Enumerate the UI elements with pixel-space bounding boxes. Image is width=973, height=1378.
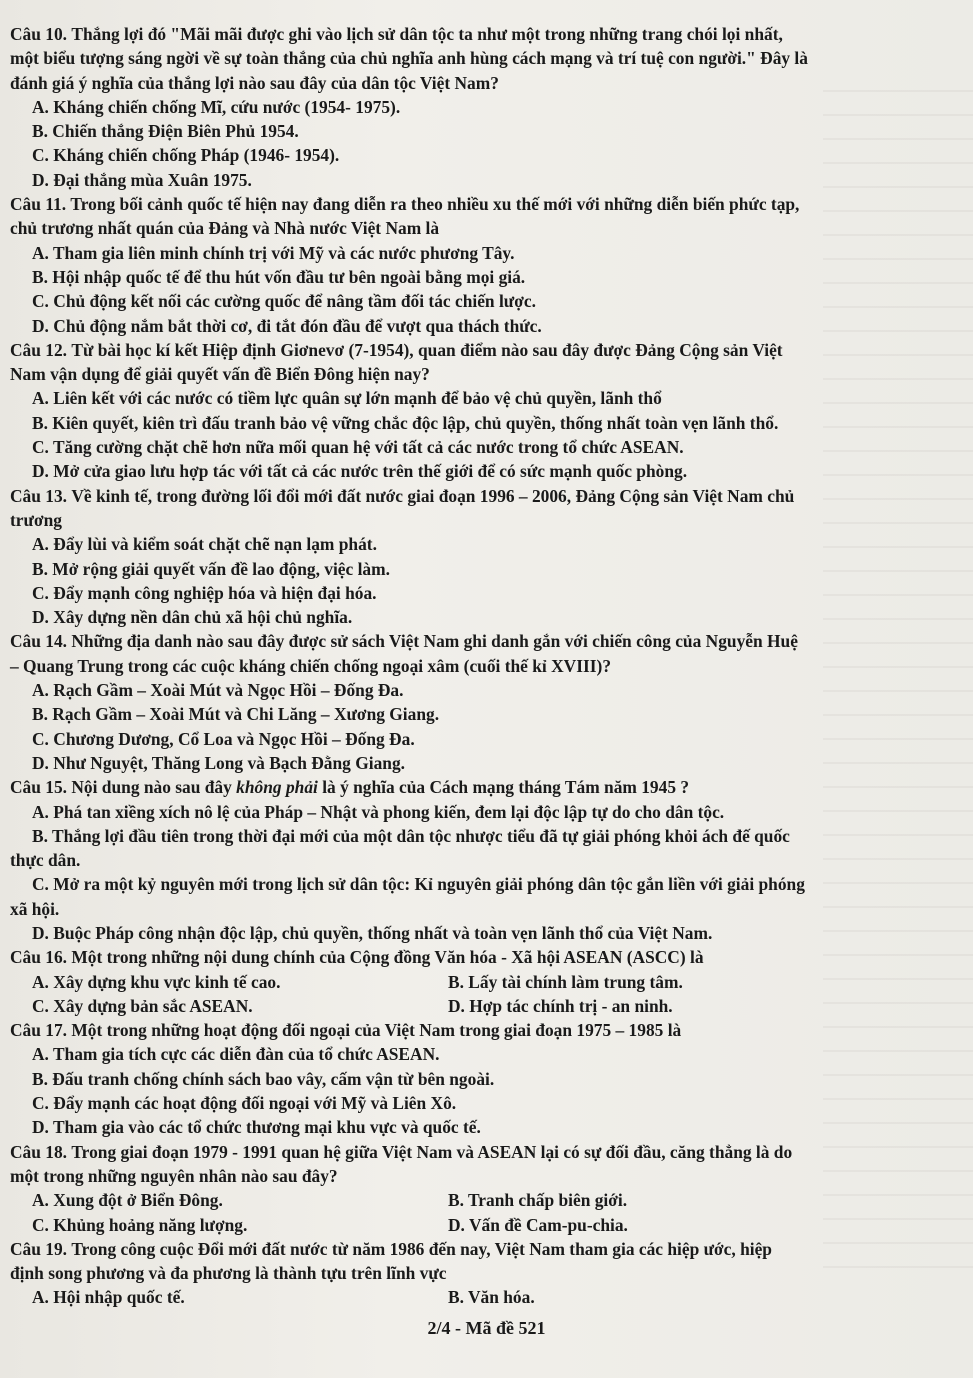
question-11 <box>10 192 953 338</box>
question-stem-line <box>10 362 953 386</box>
question-number: Câu 19. <box>10 1238 68 1259</box>
answer-option-row <box>10 1285 953 1309</box>
answer-option: B. Hội nhập quốc tế để thu hút vốn đầu tư bên ngoài bằng mọi giá. <box>32 266 526 287</box>
answer-option-row <box>10 994 953 1018</box>
answer-option: C. Chương Dương, Cổ Loa và Ngọc Hồi – Đống Đa. <box>32 728 415 749</box>
answer-option: C. Khủng hoảng năng lượng. <box>32 1214 248 1235</box>
question-stem-line <box>10 1164 953 1188</box>
answer-option-continuation: xã hội. <box>10 898 60 919</box>
question-number: Câu 13. <box>10 485 68 506</box>
answer-option: C. Xây dựng bản sắc ASEAN. <box>32 995 253 1016</box>
question-number: Câu 18. <box>10 1141 68 1162</box>
question-stem-text: Thắng lợi đó "Mãi mãi được ghi vào lịch sử dân tộc ta như một trong những trang chói lọi nhất, <box>71 24 783 44</box>
answer-option: C. Mở ra một kỷ nguyên mới trong lịch sử dân tộc: Kỉ nguyên giải phóng dân tộc gắn liền với giải phóng <box>32 874 805 895</box>
question-stem-line <box>10 192 953 216</box>
answer-option: C. Đẩy mạnh công nghiệp hóa và hiện đại hóa. <box>32 582 377 603</box>
question-stem-line <box>10 338 953 362</box>
question-stem-text: một trong những nguyên nhân nào sau đây? <box>10 1165 338 1186</box>
answer-option: B. Lấy tài chính làm trung tâm. <box>448 971 683 992</box>
answer-option: D. Xây dựng nền dân chủ xã hội chủ nghĩa. <box>32 607 353 628</box>
question-stem-text: Trong bối cảnh quốc tế hiện nay đang diễn ra theo nhiều xu thế mới với những diễn biến phức tạp, <box>70 194 800 215</box>
answer-option: A. Phá tan xiềng xích nô lệ của Pháp – Nhật và phong kiến, đem lại độc lập tự do cho dân tộc. <box>32 801 725 822</box>
answer-option: B. Kiên quyết, kiên trì đấu tranh bảo vệ vững chắc độc lập, chủ quyền, thống nhất toàn vẹn lãnh thổ. <box>32 412 779 433</box>
answer-option: D. Chủ động nắm bắt thời cơ, đi tắt đón đầu để vượt qua thách thức. <box>32 315 542 336</box>
answer-option: A. Xung đột ở Biển Đông. <box>32 1190 223 1211</box>
question-stem-text: là ý nghĩa của Cách mạng tháng Tám năm 1945 ? <box>317 777 690 798</box>
question-stem-line <box>10 508 953 532</box>
question-12 <box>10 338 953 484</box>
question-stem-line <box>10 1237 953 1261</box>
question-number: Câu 14. <box>10 631 68 652</box>
question-15 <box>10 775 953 945</box>
answer-option: C. Chủ động kết nối các cường quốc để nâng tầm đối tác chiến lược. <box>32 291 536 312</box>
answer-option: B. Thắng lợi đầu tiên trong thời đại mới của một dân tộc nhược tiểu đã tự giải phóng khỏi ách đế quốc <box>32 825 790 846</box>
question-18 <box>10 1140 953 1237</box>
answer-option: B. Đấu tranh chống chính sách bao vây, cấm vận từ bên ngoài. <box>32 1068 495 1089</box>
answer-option: A. Đẩy lùi và kiểm soát chặt chẽ nạn lạm phát. <box>32 534 377 555</box>
question-stem-text: Nội dung nào sau đây <box>71 777 237 798</box>
question-17 <box>10 1018 953 1139</box>
answer-option: D. Tham gia vào các tổ chức thương mại khu vực và quốc tế. <box>32 1117 481 1138</box>
question-stem-line <box>10 1140 953 1164</box>
answer-option: A. Tham gia liên minh chính trị với Mỹ và các nước phương Tây. <box>32 242 515 263</box>
question-number: Câu 15. <box>10 777 68 798</box>
question-stem-line <box>10 775 953 799</box>
question-stem-text: Trong giai đoạn 1979 - 1991 quan hệ giữa Việt Nam và ASEAN lại có sự đối đầu, căng thẳng là do <box>71 1141 793 1162</box>
question-stem-line <box>10 216 953 240</box>
answer-option-row <box>10 1188 953 1212</box>
answer-option-row <box>10 970 953 994</box>
question-stem-line <box>10 46 953 70</box>
answer-option: A. Xây dựng khu vực kinh tế cao. <box>32 971 281 992</box>
question-stem-text: Từ bài học kí kết Hiệp định Giơnevơ (7-1954), quan điểm nào sau đây được Đảng Cộng sản Việt <box>71 339 783 360</box>
answer-option: C. Tăng cường chặt chẽ hơn nữa mối quan hệ với tất cả các nước trong tổ chức ASEAN. <box>32 437 684 458</box>
question-number: Câu 16. <box>10 947 68 968</box>
answer-option-continuation: thực dân. <box>10 850 81 871</box>
answer-option: D. Vấn đề Cam-pu-chia. <box>448 1214 628 1235</box>
question-stem-text: đánh giá ý nghĩa của thắng lợi nào sau đây của dân tộc Việt Nam? <box>10 72 499 93</box>
question-stem-text: Một trong những hoạt động đối ngoại của Việt Nam trong giai đoạn 1975 – 1985 là <box>71 1020 682 1041</box>
question-stem-line <box>10 484 953 508</box>
answer-option: D. Mở cửa giao lưu hợp tác với tất cả các nước trên thế giới để có sức mạnh quốc phòng. <box>32 461 688 482</box>
question-stem-text: – Quang Trung trong các cuộc kháng chiến chống ngoại xâm (cuối thế kỉ XVIII)? <box>10 655 612 676</box>
question-stem-line <box>10 945 953 969</box>
answer-option: B. Chiến thắng Điện Biên Phủ 1954. <box>32 121 299 142</box>
question-stem-text: Những địa danh nào sau đây được sử sách Việt Nam ghi danh gắn với chiến công của Nguyễn Huệ <box>71 631 798 652</box>
question-16 <box>10 945 953 1018</box>
answer-option: C. Đẩy mạnh các hoạt động đối ngoại với Mỹ và Liên Xô. <box>32 1093 457 1114</box>
question-number: Câu 17. <box>10 1020 68 1041</box>
answer-option: D. Buộc Pháp công nhận độc lập, chủ quyền, thống nhất và toàn vẹn lãnh thổ của Việt Nam. <box>32 922 713 943</box>
question-stem-line <box>10 71 953 95</box>
question-19 <box>10 1237 953 1310</box>
question-stem-text: chủ trương nhất quán của Đảng và Nhà nước Việt Nam là <box>10 218 440 239</box>
answer-option: A. Rạch Gầm – Xoài Mút và Ngọc Hồi – Đống Đa. <box>32 680 404 701</box>
question-number: Câu 12. <box>10 339 68 360</box>
question-number: Câu 10. <box>10 24 68 44</box>
answer-option: D. Hợp tác chính trị - an ninh. <box>448 995 673 1016</box>
question-stem-line <box>10 22 953 46</box>
answer-option: D. Như Nguyệt, Thăng Long và Bạch Đằng Giang. <box>32 752 405 773</box>
answer-option: B. Mở rộng giải quyết vấn đề lao động, việc làm. <box>32 558 390 579</box>
question-14 <box>10 629 953 775</box>
answer-option: A. Kháng chiến chống Mĩ, cứu nước (1954- 1975). <box>32 96 401 117</box>
answer-option: B. Rạch Gầm – Xoài Mút và Chi Lăng – Xương Giang. <box>32 704 440 725</box>
question-stem-text: Trong công cuộc Đổi mới đất nước từ năm 1986 đến nay, Việt Nam tham gia các hiệp ước, hiệp <box>71 1238 772 1259</box>
question-stem-text: trương <box>10 509 62 530</box>
question-stem-line <box>10 629 953 653</box>
question-stem-text: Một trong những nội dung chính của Cộng đồng Văn hóa - Xã hội ASEAN (ASCC) là <box>71 947 704 968</box>
question-number: Câu 11. <box>10 194 67 215</box>
answer-option: A. Liên kết với các nước có tiềm lực quân sự lớn mạnh để bảo vệ chủ quyền, lãnh thổ <box>32 388 662 409</box>
question-stem-emphasis: không phải <box>236 777 318 798</box>
question-10 <box>10 22 953 192</box>
question-stem-text: một biểu tượng sáng ngời về sự toàn thắng của chủ nghĩa anh hùng cách mạng và trí tuệ con người." Đây là <box>10 48 808 69</box>
question-stem-text: Nam vận dụng để giải quyết vấn đề Biển Đông hiện nay? <box>10 364 430 385</box>
answer-option: D. Đại thắng mùa Xuân 1975. <box>32 169 252 190</box>
answer-option: A. Tham gia tích cực các diễn đàn của tổ chức ASEAN. <box>32 1044 440 1065</box>
question-stem-line <box>10 1018 953 1042</box>
question-stem-text: định song phương và đa phương là thành tựu trên lĩnh vực <box>10 1263 447 1284</box>
answer-option: A. Hội nhập quốc tế. <box>32 1287 185 1308</box>
answer-option: B. Tranh chấp biên giới. <box>448 1190 628 1211</box>
answer-option: B. Văn hóa. <box>448 1287 535 1308</box>
answer-option: C. Kháng chiến chống Pháp (1946- 1954). <box>32 145 340 166</box>
question-stem-text: Về kinh tế, trong đường lối đổi mới đất nước giai đoạn 1996 – 2006, Đảng Cộng sản Việt Nam chủ <box>71 485 795 506</box>
page-footer: 2/4 - Mã đề 521 <box>427 1318 546 1338</box>
answer-option-row <box>10 1213 953 1237</box>
question-13 <box>10 484 953 630</box>
question-stem-line <box>10 1261 953 1285</box>
question-stem-line <box>10 654 953 678</box>
